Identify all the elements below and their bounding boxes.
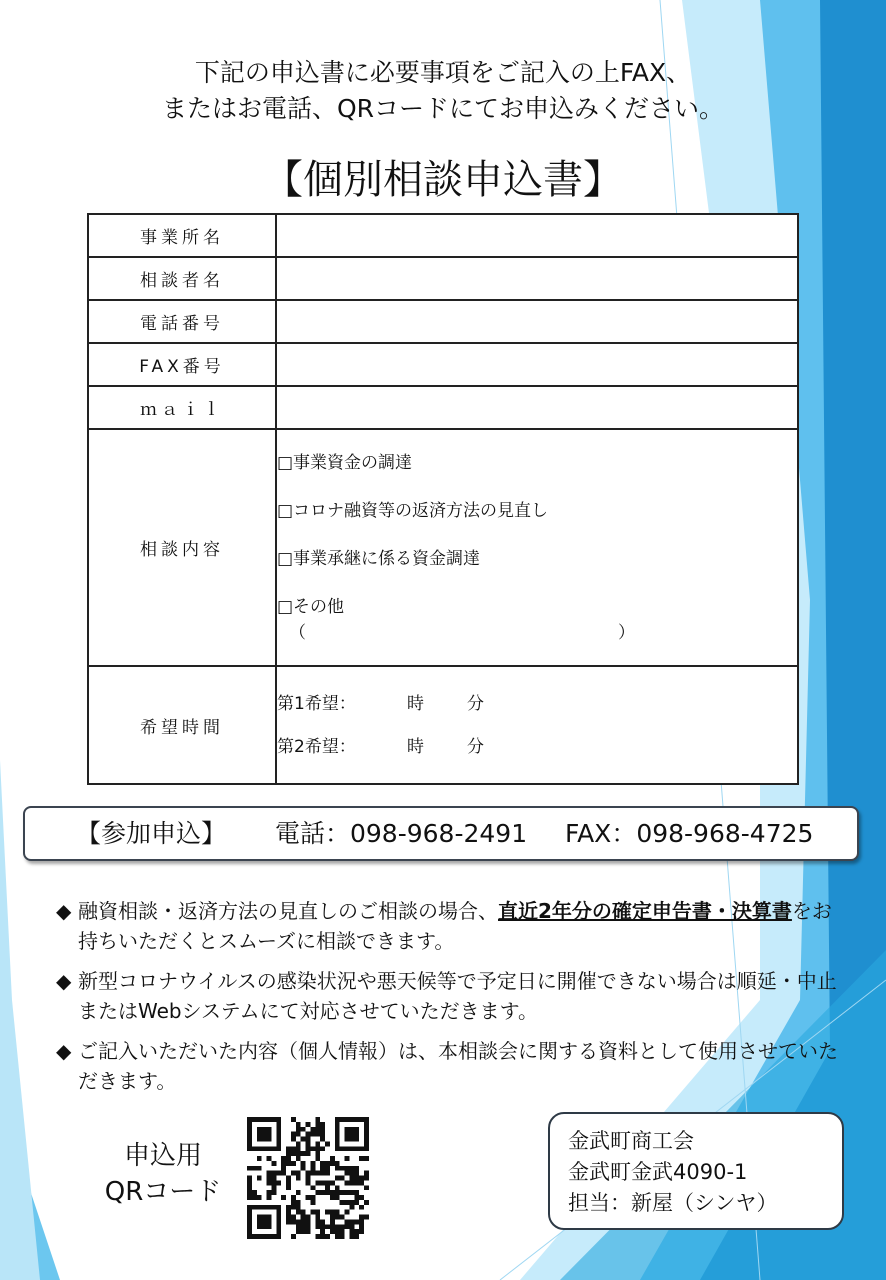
minute-unit: 分 (467, 693, 484, 714)
note-item (56, 896, 846, 956)
field-label: 相談内容 (88, 429, 276, 666)
paren-close: ） (618, 622, 635, 643)
option-checkbox[interactable]: □事業承継に係る資金調達 (277, 548, 481, 569)
note-item (56, 1036, 846, 1096)
qr-label-line-2: QRコード (104, 1177, 222, 1207)
field-label: 事業所名 (88, 214, 276, 257)
organizer-contact: 担当：新屋（シンヤ） (568, 1191, 778, 1215)
option-checkbox[interactable]: □コロナ融資等の返済方法の見直し (277, 500, 549, 521)
diamond-icon: ◆ (56, 899, 72, 923)
hour-unit: 時 (407, 693, 424, 714)
form-row-consultant (88, 257, 798, 300)
time-options (276, 666, 798, 784)
form-row-business (88, 214, 798, 257)
intro-text (0, 55, 886, 127)
note-text: 融資相談・返済方法の見直しのご相談の場合、 (78, 899, 498, 923)
time-row-label: 第1希望： (277, 693, 356, 714)
mail-field[interactable] (276, 386, 798, 429)
form-row-time (88, 666, 798, 784)
phone-number-field[interactable] (276, 300, 798, 343)
note-text: をお持ちいただくとスムーズに相談できます。 (78, 899, 832, 953)
option-checkbox[interactable]: □その他 (277, 596, 345, 617)
application-form (87, 213, 799, 785)
form-row-phone (88, 300, 798, 343)
consultant-name-field[interactable] (276, 257, 798, 300)
other-detail-field[interactable] (277, 620, 635, 646)
form-title: 【個別相談申込書】 (263, 157, 623, 203)
hour-unit: 時 (407, 736, 424, 757)
organizer-name: 金武町商工会 (568, 1129, 694, 1153)
contact-fax: FAX：098-968-4725 (565, 819, 814, 848)
field-label: 電話番号 (88, 300, 276, 343)
contact-phone: 電話：098-968-2491 (275, 819, 528, 848)
notes-list (56, 896, 846, 1106)
business-name-field[interactable] (276, 214, 798, 257)
note-text: ご記入いただいた内容（個人情報）は、本相談会に関する資料として使用させていただきます。 (78, 1039, 838, 1093)
fax-number-field[interactable] (276, 343, 798, 386)
contact-heading: 【参加申込】 (76, 819, 227, 848)
diamond-icon: ◆ (56, 969, 72, 993)
consult-options (276, 429, 798, 666)
time-row[interactable] (277, 691, 797, 717)
note-text: 新型コロナウイルスの感染状況や悪天候等で予定日に開催できない場合は順延・中止またはWebシステムにて対応させていただきます。 (78, 969, 837, 1023)
qr-code-icon[interactable] (247, 1117, 369, 1239)
intro-line-2: またはお電話、QRコードにてお申込みください。 (161, 94, 725, 123)
field-label: ｍａｉｌ (88, 386, 276, 429)
form-row-mail (88, 386, 798, 429)
qr-label-line-1: 申込用 (123, 1141, 202, 1171)
contact-box (23, 806, 859, 861)
intro-line-1: 下記の申込書に必要事項をご記入の上FAX、 (194, 58, 692, 87)
option-checkbox[interactable]: □事業資金の調達 (277, 452, 413, 473)
time-row-label: 第2希望： (277, 736, 356, 757)
diamond-icon: ◆ (56, 1039, 72, 1063)
form-row-consult (88, 429, 798, 666)
note-item (56, 966, 846, 1026)
time-row[interactable] (277, 734, 797, 760)
organizer-address: 金武町金武4090-1 (568, 1160, 748, 1184)
note-emphasis: 直近2年分の確定申告書・決算書 (498, 899, 792, 923)
organizer-box (548, 1112, 844, 1230)
field-label: 相談者名 (88, 257, 276, 300)
form-row-fax (88, 343, 798, 386)
minute-unit: 分 (467, 736, 484, 757)
field-label: 希望時間 (88, 666, 276, 784)
field-label: FAX番号 (88, 343, 276, 386)
qr-label (86, 1138, 240, 1210)
paren-open: （ (289, 622, 306, 643)
